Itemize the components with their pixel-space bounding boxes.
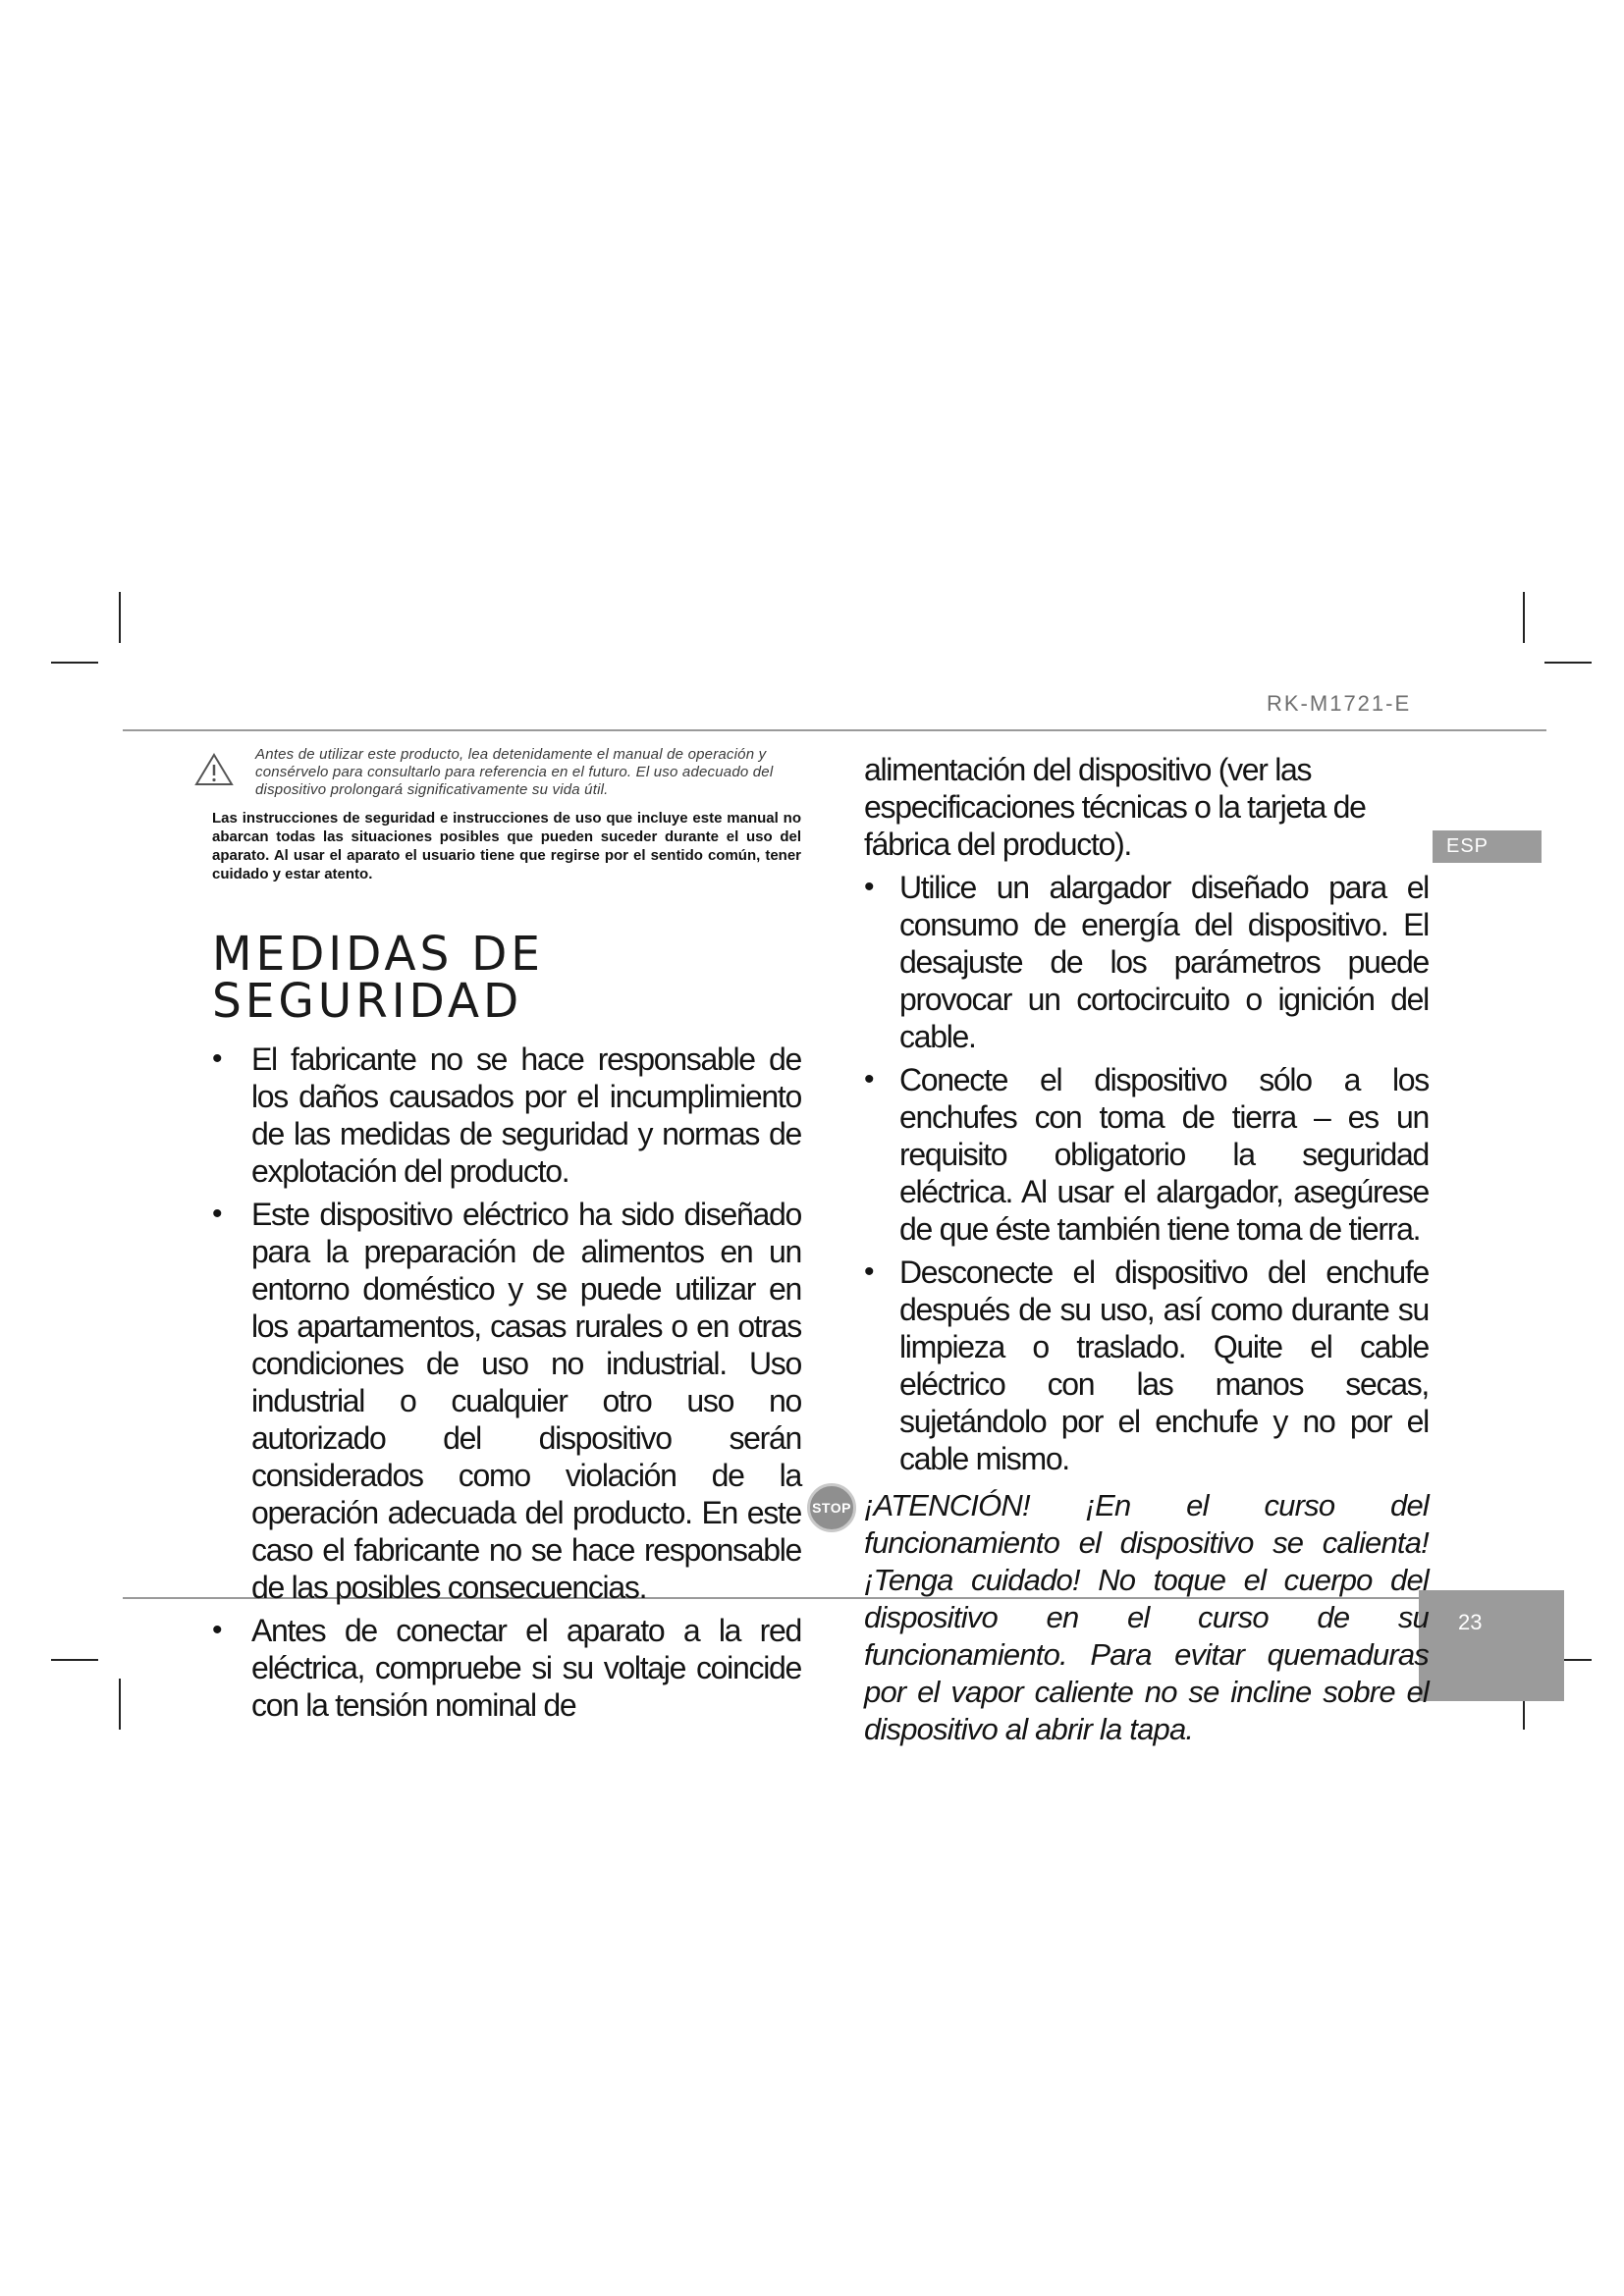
list-item: • Utilice un alargador diseñado para el consumo de energía del dispositivo. El desajuste de los parámetros puede provocar un cortocircuito o ignición del cable. — [864, 869, 1429, 1055]
safety-list-right — [899, 869, 1429, 1477]
list-item: • Desconecte el dispositivo del enchufe después de su uso, así como durante su limpieza o traslado. Quite el cable eléctrico con las manos secas, sujetándolo por el enchufe y no por el cable mismo. — [864, 1254, 1429, 1477]
continued-text: alimentación del dispositivo (ver las especificaciones técnicas o la tarjeta de fábrica del producto). — [864, 752, 1366, 862]
list-item: • Conecte el dispositivo sólo a los enchufes con toma de tierra – es un requisito obligatorio la seguridad eléctrica. Al usar el alargador, asegúrese de que éste también tiene toma de tierra. — [864, 1061, 1429, 1248]
section-title: MEDIDAS DE SEGURIDAD — [212, 927, 544, 1029]
list-item: • Antes de conectar el aparato a la red eléctrica, compruebe si su voltaje coincide con la tensión nominal de — [212, 1612, 801, 1724]
intro-note — [212, 746, 801, 799]
page-number: 23 — [1419, 1590, 1564, 1701]
crop-mark-bottom-left-v — [119, 1679, 121, 1730]
stop-sign-icon: STOP — [807, 1483, 856, 1532]
intro-italic-note: Antes de utilizar este producto, lea detenidamente el manual de operación y consérvelo para consultarlo para referencia en el futuro. El uso adecuado del dispositivo prolongará significativamente su vida útil. — [255, 746, 774, 798]
crop-mark-top-right-v — [1523, 592, 1525, 643]
header-rule — [123, 729, 1546, 731]
crop-mark-top-right-h — [1544, 662, 1592, 664]
left-column — [212, 746, 801, 1730]
model-number: RK-M1721-E — [1267, 691, 1412, 716]
crop-mark-top-left-h — [51, 662, 98, 664]
safety-list-left — [212, 1041, 801, 1724]
list-item: • El fabricante no se hace responsable de los daños causados por el incumplimiento de las medidas de seguridad y normas de explotación del producto. — [212, 1041, 801, 1190]
right-column — [812, 751, 1429, 1748]
intro-bold-note: Las instrucciones de seguridad e instrucciones de uso que incluye este manual no abarcan todas las situaciones posibles que pueden suceder durante el uso del aparato. Al usar el aparato el usuario tiene que regirse por el sentido común, tener cuidado y estar atento. — [212, 810, 801, 882]
warning-triangle-icon — [194, 752, 234, 787]
list-item: • Este dispositivo eléctrico ha sido diseñado para la preparación de alimentos en un entorno doméstico y se puede utilizar en los apartamentos, casas rurales o en otras condiciones de uso no industrial. Uso industrial o cualquier otro uso no autorizado del dispositivo serán considerados como violación de la operación adecuada del producto. En este caso el fabricante no se hace responsable de las posibles consecuencias. — [212, 1196, 801, 1606]
attention-text: ¡ATENCIÓN! ¡En el curso del funcionamiento el dispositivo se calienta! ¡Tenga cuidado! No toque el cuerpo del dispositivo en el curso de su funcionamiento. Para evitar quemaduras por el vapor caliente no se incline sobre el dispositivo al abrir la tapa. — [864, 1488, 1429, 1746]
language-tab: ESP — [1433, 830, 1542, 863]
crop-mark-top-left-v — [119, 592, 121, 643]
crop-mark-bottom-left-h — [51, 1659, 98, 1661]
attention-block — [812, 1487, 1429, 1748]
